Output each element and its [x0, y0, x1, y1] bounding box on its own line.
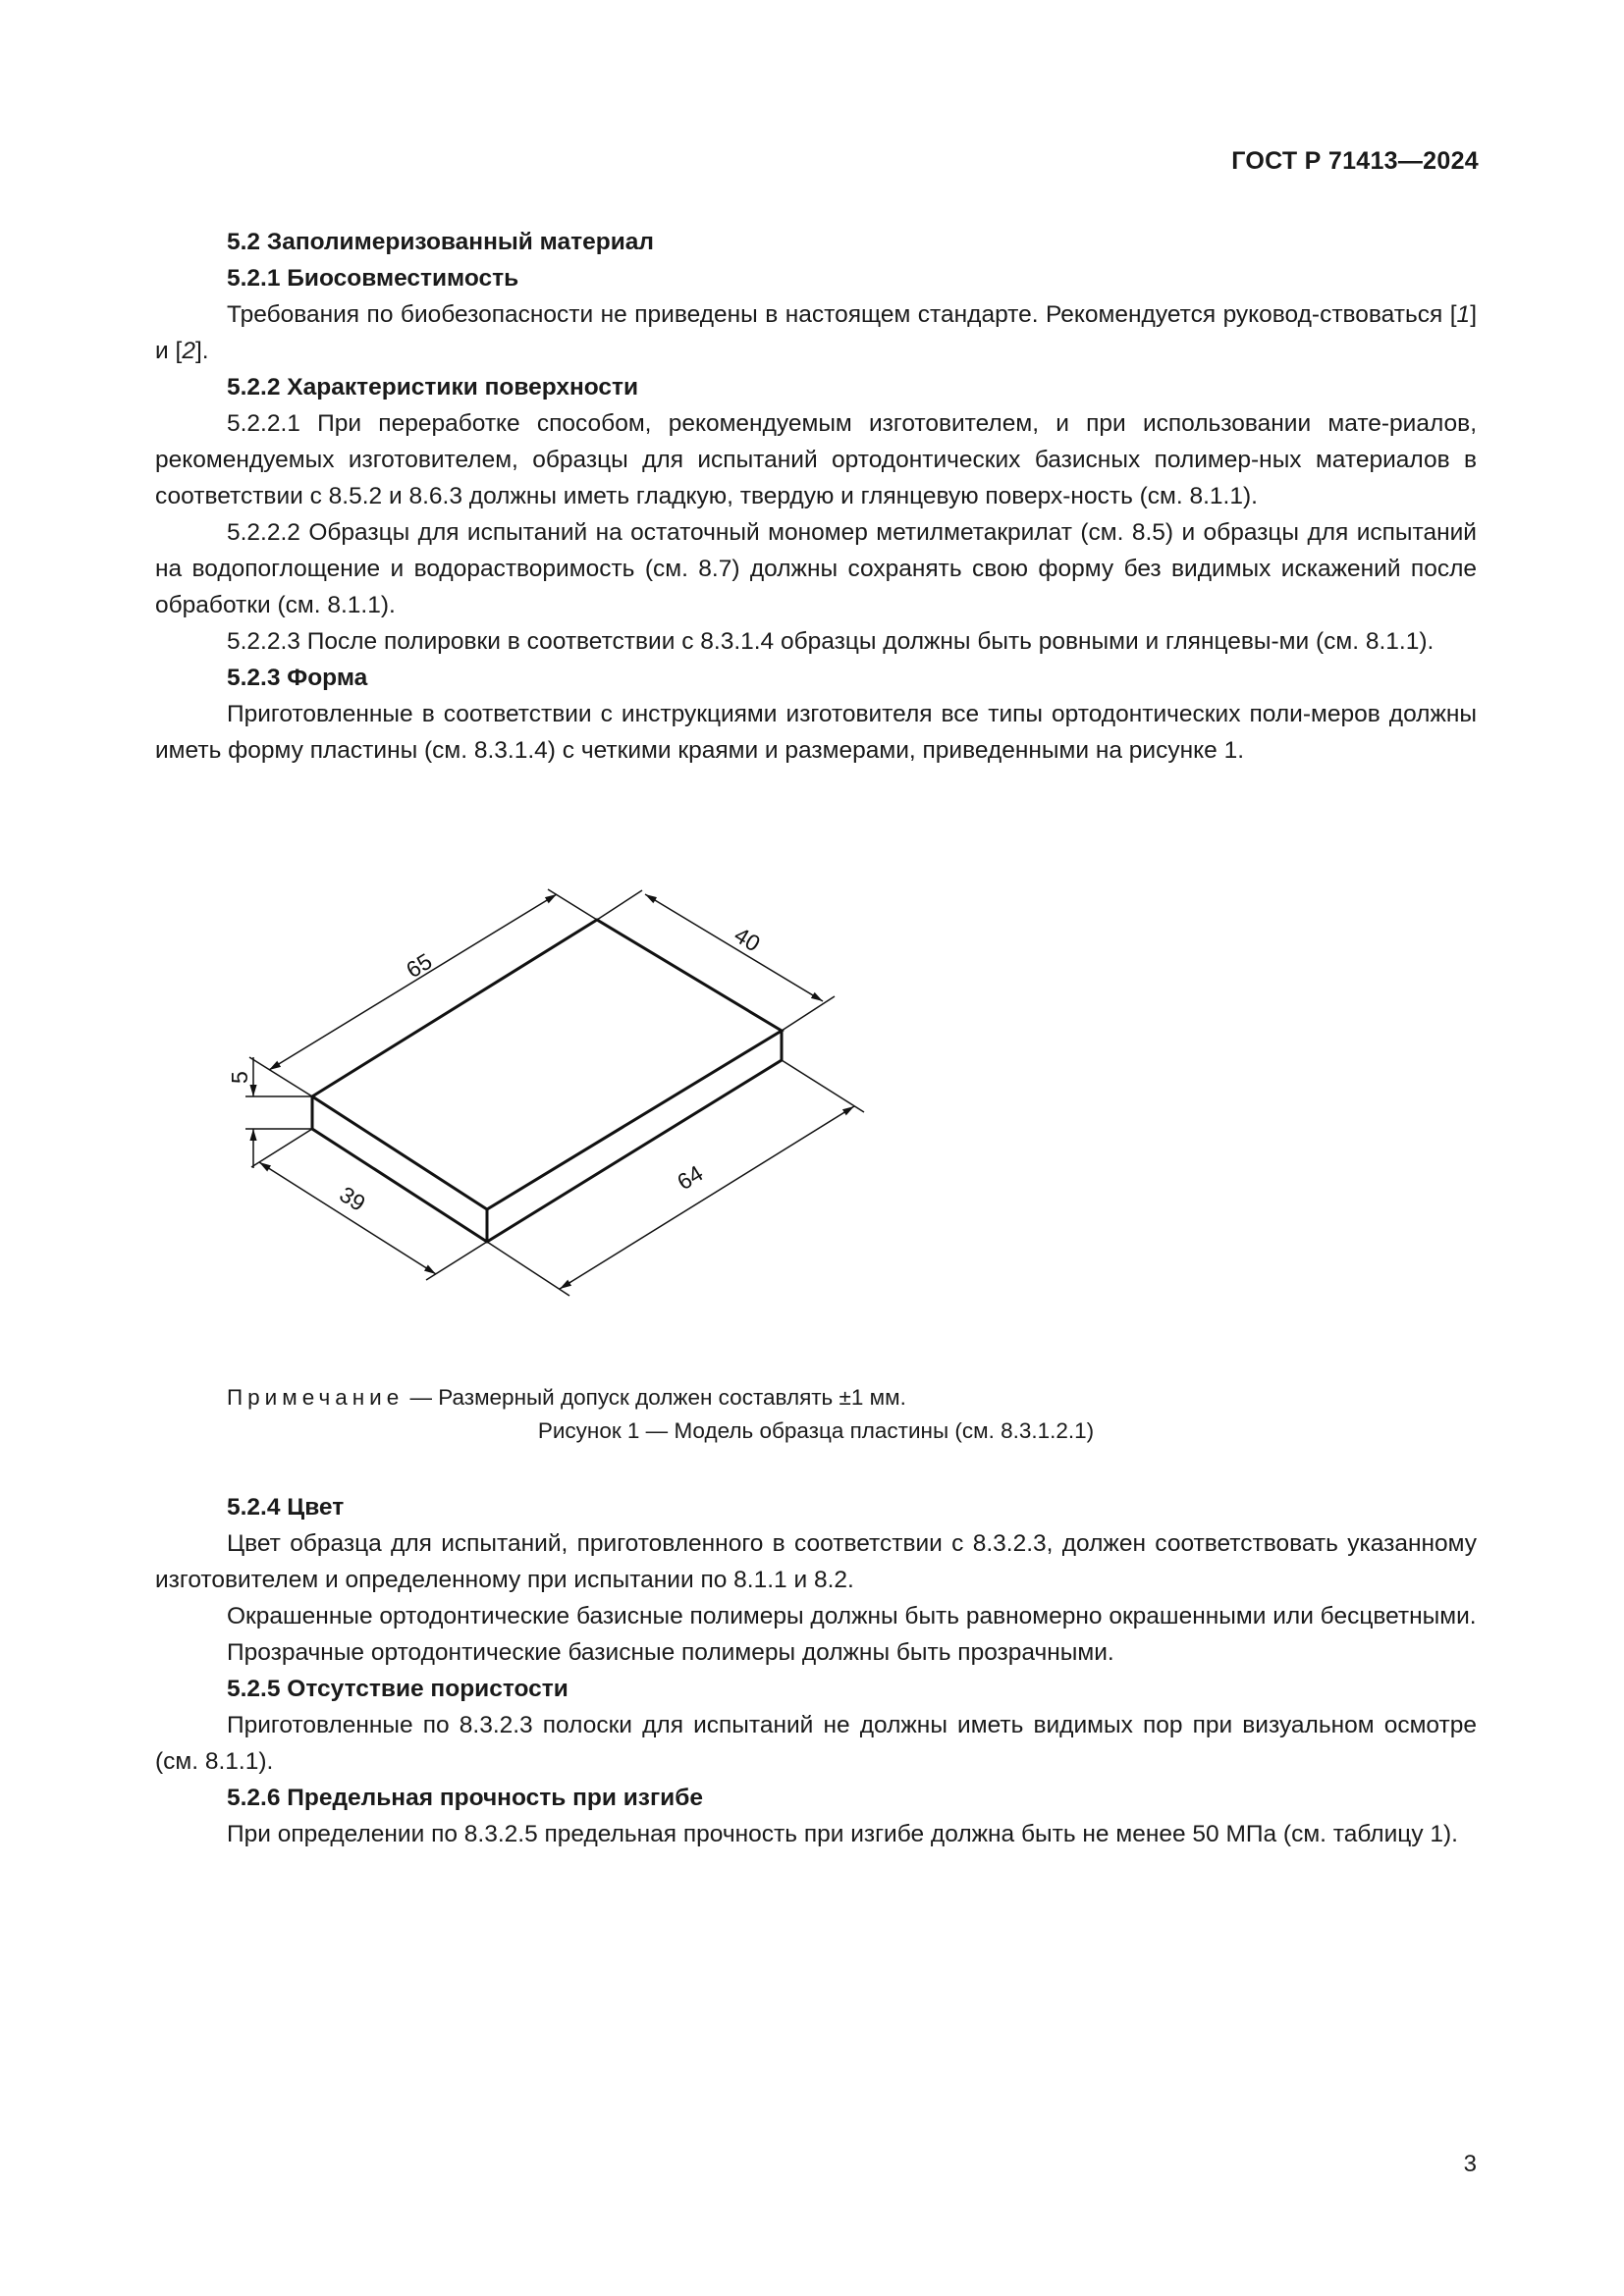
reference-2: 2	[182, 338, 195, 364]
section-5-2-6-title: 5.2.6 Предельная прочность при изгибе	[227, 1785, 703, 1811]
paragraph-5-2-4-2: Окрашенные ортодонтические базисные полимеры должны быть равномерно окрашенными или бесцветными.	[227, 1603, 1477, 1629]
dim-65-line	[269, 894, 557, 1070]
paragraph-5-2-2-3: 5.2.2.3 После полировки в соответствии с 8.3.1.4 образцы должны быть ровными и глянцевы-ми (см. 8.1.1).	[227, 628, 1435, 655]
section-5-2-5-title: 5.2.5 Отсутствие пористости	[227, 1676, 568, 1702]
section-5-2-4-title: 5.2.4 Цвет	[227, 1494, 345, 1521]
dim-64-line	[560, 1106, 854, 1289]
dim-label-65: 65	[402, 947, 437, 984]
text-part: ] и [	[155, 301, 1477, 364]
dim-39-ext-1	[251, 1129, 312, 1167]
section-5-2-2-title: 5.2.2 Характеристики поверхности	[227, 374, 639, 400]
page-content	[155, 224, 1477, 1852]
paragraph-5-2-5: Приготовленные по 8.3.2.3 полоски для испытаний не должны иметь видимых пор при визуальном осмотре (см. 8.1.1).	[155, 1712, 1477, 1775]
dim-64-ext-2	[782, 1060, 864, 1112]
dim-65-ext-2	[548, 889, 597, 920]
page-number: 3	[1463, 2151, 1477, 2177]
figure-caption: Рисунок 1 — Модель образца пластины (см. 8.3.1.2.1)	[537, 1418, 1095, 1443]
standard-number: ГОСТ Р 71413—2024	[1231, 147, 1479, 175]
paragraph-5-2-4-3: Прозрачные ортодонтические базисные полимеры должны быть прозрачными.	[227, 1639, 1114, 1666]
paragraph-5-2-4-1: Цвет образца для испытаний, приготовленного в соответствии с 8.3.2.3, должен соответствовать указанному изготовителем и определенному при испытании по 8.1.1 и 8.2.	[155, 1530, 1477, 1593]
note-label: Примечание	[227, 1385, 405, 1410]
dim-39-line	[259, 1162, 436, 1274]
section-5-2-title: 5.2 Заполимеризованный материал	[227, 229, 654, 255]
plate-top-face	[312, 920, 782, 1209]
figure-plate-drawing	[155, 792, 1477, 1381]
section-5-2-1-text	[155, 296, 1477, 369]
reference-1: 1	[1456, 301, 1471, 328]
plate-front-side	[312, 1031, 782, 1242]
dim-label-5: 5	[227, 1071, 252, 1084]
text-part: Требования по биобезопасности не приведены в настоящем стандарте. Рекомендуется руковод-ствоваться [	[227, 301, 1457, 328]
text-part: ].	[194, 338, 209, 364]
figure-note	[155, 1381, 1477, 1415]
paragraph-5-2-6: При определении по 8.3.2.5 предельная прочность при изгибе должна быть не менее 50 МПа (см. таблицу 1).	[227, 1821, 1458, 1847]
dim-label-40: 40	[730, 921, 765, 957]
paragraph-5-2-3: Приготовленные в соответствии с инструкциями изготовителя все типы ортодонтических поли-меров должны иметь форму пластины (см. 8.3.1.4) с четкими краями и размерами, приведенными на рисунке 1.	[155, 701, 1477, 764]
paragraph-5-2-2-2: 5.2.2.2 Образцы для испытаний на остаточный мономер метилметакрилат (см. 8.5) и образцы для испытаний на водопоглощение и водорастворимость (см. 8.7) должны сохранять свою форму без видимых искажений после обработки (см. 8.1.1).	[155, 519, 1477, 618]
dim-40-line	[645, 894, 823, 1001]
dim-40-ext-2	[782, 996, 835, 1031]
section-5-2-3-title: 5.2.3 Форма	[227, 665, 368, 691]
plate-isometric-drawing	[155, 792, 1477, 1381]
dim-64-ext-1	[487, 1242, 569, 1296]
paragraph-5-2-2-1: 5.2.2.1 При переработке способом, рекомендуемым изготовителем, и при использовании мате-риалов, рекомендуемых изготовителем, образцы для испытаний ортодонтических базисных полимер-ных материалов в соответствии с 8.5.2 и 8.6.3 должны иметь гладкую, твердую и глянцевую поверх-ность (см. 8.1.1).	[155, 410, 1477, 509]
dim-label-64: 64	[673, 1159, 708, 1196]
section-5-2-1-title: 5.2.1 Биосовместимость	[227, 265, 519, 292]
dim-label-39: 39	[335, 1181, 370, 1216]
note-text: — Размерный допуск должен составлять ±1 мм.	[404, 1385, 906, 1410]
dim-40-ext-1	[597, 890, 642, 920]
